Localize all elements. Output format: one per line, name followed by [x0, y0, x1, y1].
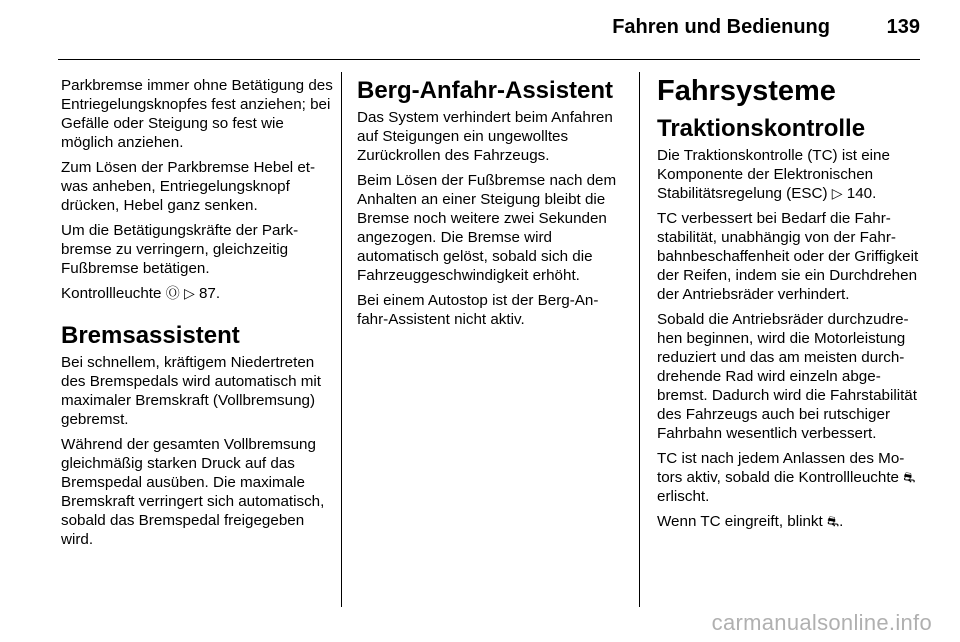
- paragraph: TC verbessert bei Bedarf die Fahrstabilität, unabhängig von der Fahrbahnbeschaffenheit oder der Griffigkeit der Reifen, indem sie ein Durchdrehen der Antriebsräder verhindert.: [657, 210, 919, 303]
- reference-arrow-icon: ▷: [831, 185, 843, 201]
- traction-control-icon: ⛐: [903, 469, 916, 485]
- paragraph: Beim Lösen der Fußbremse nach dem Anhalten an einer Steigung bleibt die Bremse noch weitere zwei Sekunden angezogen. Die Bremse wird automatisch gelöst, sobald sich die Fahrzeuggeschwindigkeit erhöht.: [357, 172, 617, 284]
- section-heading-traktionskontrolle: Traktionskontrolle: [657, 115, 866, 142]
- paragraph-tc-blink: [657, 512, 923, 531]
- paragraph: Zum Lösen der Parkbremse Hebel etwas anheben, Entriegelungsknopf drücken, Hebel ganz senken.: [61, 159, 316, 214]
- paragraph-tc-intro: [657, 146, 923, 203]
- paragraph-text: .: [839, 513, 844, 530]
- column-middle: [357, 76, 621, 335]
- running-title: Fahren und Bedienung: [612, 16, 830, 38]
- paragraph: Während der gesamten Vollbremsung gleichmäßig starken Druck auf das Bremspedal ausüben. Die maximale Bremskraft verringert sich automatisch, sobald das Bremspedal freigegeben wird.: [61, 436, 325, 548]
- column-divider-1: [341, 72, 342, 607]
- paragraph-warning-light: [61, 284, 333, 303]
- reference-arrow-icon: ▷: [183, 285, 195, 301]
- header-rule: [58, 59, 920, 60]
- page-number: 139: [886, 16, 920, 38]
- column-right: [657, 76, 923, 537]
- page-header: [0, 0, 960, 60]
- traction-control-icon: ⛐: [826, 513, 840, 529]
- paragraph: Um die Betätigungskräfte der Parkbremse zu verringern, gleichzeitig Fußbremse betätigen.: [61, 222, 299, 277]
- chapter-heading-fahrsysteme: Fahrsysteme: [657, 75, 836, 107]
- watermark: carmanualsonline.info: [711, 610, 932, 635]
- paragraph: Sobald die Antriebsräder durchzudrehen beginnen, wird die Motorleistung reduziert und das am meisten durchdrehende Rad wird einzeln abgebremst. Dadurch wird die Fahrstabilität des Fahrzeugs auch bei rutschiger Fahrbahn wesentlich verbessert.: [657, 311, 917, 442]
- paragraph-text: Die Traktionskontrolle (TC) ist eine Komponente der Elektronischen Stabilitätsregelung (ESC): [657, 147, 890, 202]
- paragraph: Bei einem Autostop ist der Berg-Anfahr-Assistent nicht aktiv.: [357, 292, 599, 328]
- page-reference: 87.: [198, 285, 221, 302]
- paragraph-tc-active: [657, 449, 923, 506]
- paragraph: Das System verhindert beim Anfahren auf Steigungen ein ungewolltes Zurückrollen des Fahrzeugs.: [357, 109, 613, 164]
- paragraph-text: TC ist nach jedem Anlassen des Motors aktiv, sobald die Kontrollleuchte: [657, 450, 905, 486]
- paragraph-text: erlischt.: [657, 488, 710, 505]
- paragraph-text: Wenn TC eingreift, blinkt: [657, 513, 823, 530]
- page-reference: 140.: [846, 185, 877, 202]
- column-left: [61, 76, 333, 555]
- paragraph-text: Kontrollleuchte: [61, 285, 162, 302]
- section-heading-bremsassistent: Bremsassistent: [61, 322, 240, 349]
- paragraph: Parkbremse immer ohne Betätigung des Entriegelungsknopfes fest anziehen; bei Gefälle oder Steigung so fest wie möglich anziehen.: [61, 77, 333, 151]
- brake-warning-icon: Ⓞ: [165, 285, 180, 301]
- paragraph: Bei schnellem, kräftigem Niedertreten des Bremspedals wird automatisch mit maximaler Bremskraft (Vollbremsung) gebremst.: [61, 354, 321, 428]
- column-divider-2: [639, 72, 640, 607]
- section-heading-berg-anfahr-assistent: Berg-Anfahr-Assistent: [357, 77, 614, 104]
